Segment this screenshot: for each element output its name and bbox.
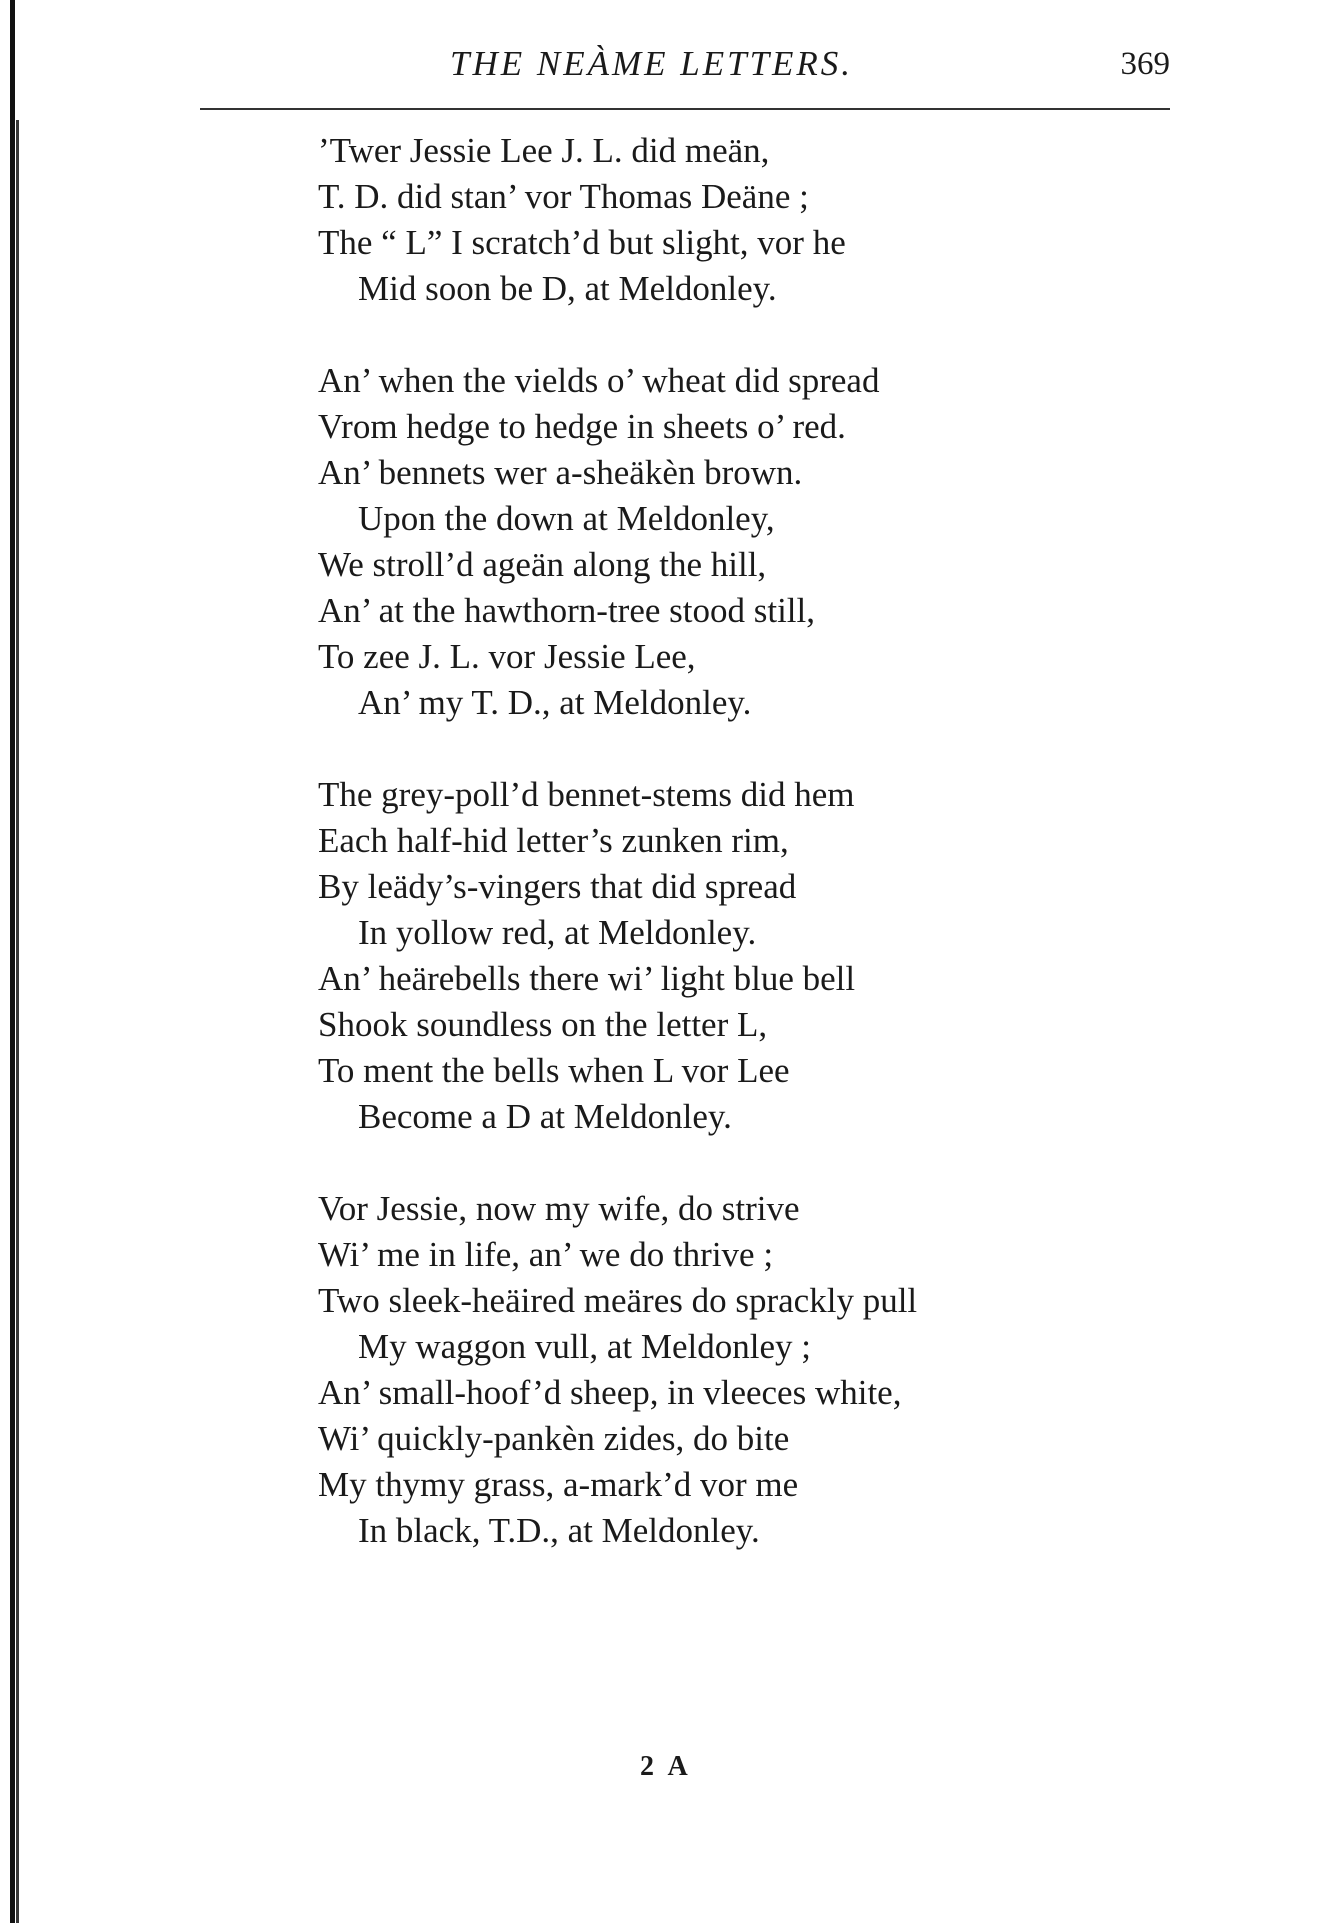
running-title: THE NEÀME LETTERS.: [450, 44, 854, 83]
poem-body: [318, 128, 1218, 1600]
poem-line: To zee J. L. vor Jessie Lee,: [318, 637, 696, 676]
poem-line: To ment the bells when L vor Lee: [318, 1051, 790, 1090]
poem-line: Wi’ me in life, an’ we do thrive ;: [318, 1235, 774, 1274]
poem-line: Vrom hedge to hedge in sheets o’ red.: [318, 407, 846, 446]
poem-line: Mid soon be D, at Meldonley.: [358, 269, 777, 308]
poem-line: In yollow red, at Meldonley.: [358, 913, 757, 952]
page-number: 369: [1120, 46, 1170, 82]
stanza: [318, 128, 1218, 312]
poem-line: Vor Jessie, now my wife, do strive: [318, 1189, 800, 1228]
poem-line: The “ L” I scratch’d but slight, vor he: [318, 223, 846, 262]
stanza: [318, 358, 1218, 726]
poem-line: An’ small-hoof’d sheep, in vleeces white,: [318, 1373, 902, 1412]
header-rule: [200, 108, 1170, 110]
page-binding-edge: [10, 0, 15, 1923]
page-binding-shadow: [16, 120, 19, 1923]
poem-line: Become a D at Meldonley.: [358, 1097, 732, 1136]
poem-line: My thymy grass, a-mark’d vor me: [318, 1465, 799, 1504]
poem-line: An’ at the hawthorn-tree stood still,: [318, 591, 816, 630]
running-head: [200, 44, 1170, 94]
signature-mark: 2 A: [640, 1751, 692, 1782]
poem-line: By leädy’s-vingers that did spread: [318, 867, 797, 906]
poem-line: In black, T.D., at Meldonley.: [358, 1511, 760, 1550]
poem-line: An’ bennets wer a-sheäkèn brown.: [318, 453, 803, 492]
poem-line: An’ my T. D., at Meldonley.: [358, 683, 752, 722]
poem-line: An’ heärebells there wi’ light blue bell: [318, 959, 856, 998]
poem-line: An’ when the vields o’ wheat did spread: [318, 361, 880, 400]
stanza: [318, 1186, 1218, 1554]
poem-line: We stroll’d ageän along the hill,: [318, 545, 767, 584]
poem-line: T. D. did stan’ vor Thomas Deäne ;: [318, 177, 809, 216]
poem-line: My waggon vull, at Meldonley ;: [358, 1327, 812, 1366]
poem-line: Two sleek-heäired meäres do sprackly pull: [318, 1281, 918, 1320]
poem-line: Upon the down at Meldonley,: [358, 499, 775, 538]
stanza: [318, 772, 1218, 1140]
poem-line: The grey-poll’d bennet-stems did hem: [318, 775, 855, 814]
poem-line: Each half-hid letter’s zunken rim,: [318, 821, 789, 860]
poem-line: ’Twer Jessie Lee J. L. did meän,: [318, 131, 770, 170]
poem-line: Shook soundless on the letter L,: [318, 1005, 768, 1044]
poem-line: Wi’ quickly-pankèn zides, do bite: [318, 1419, 790, 1458]
